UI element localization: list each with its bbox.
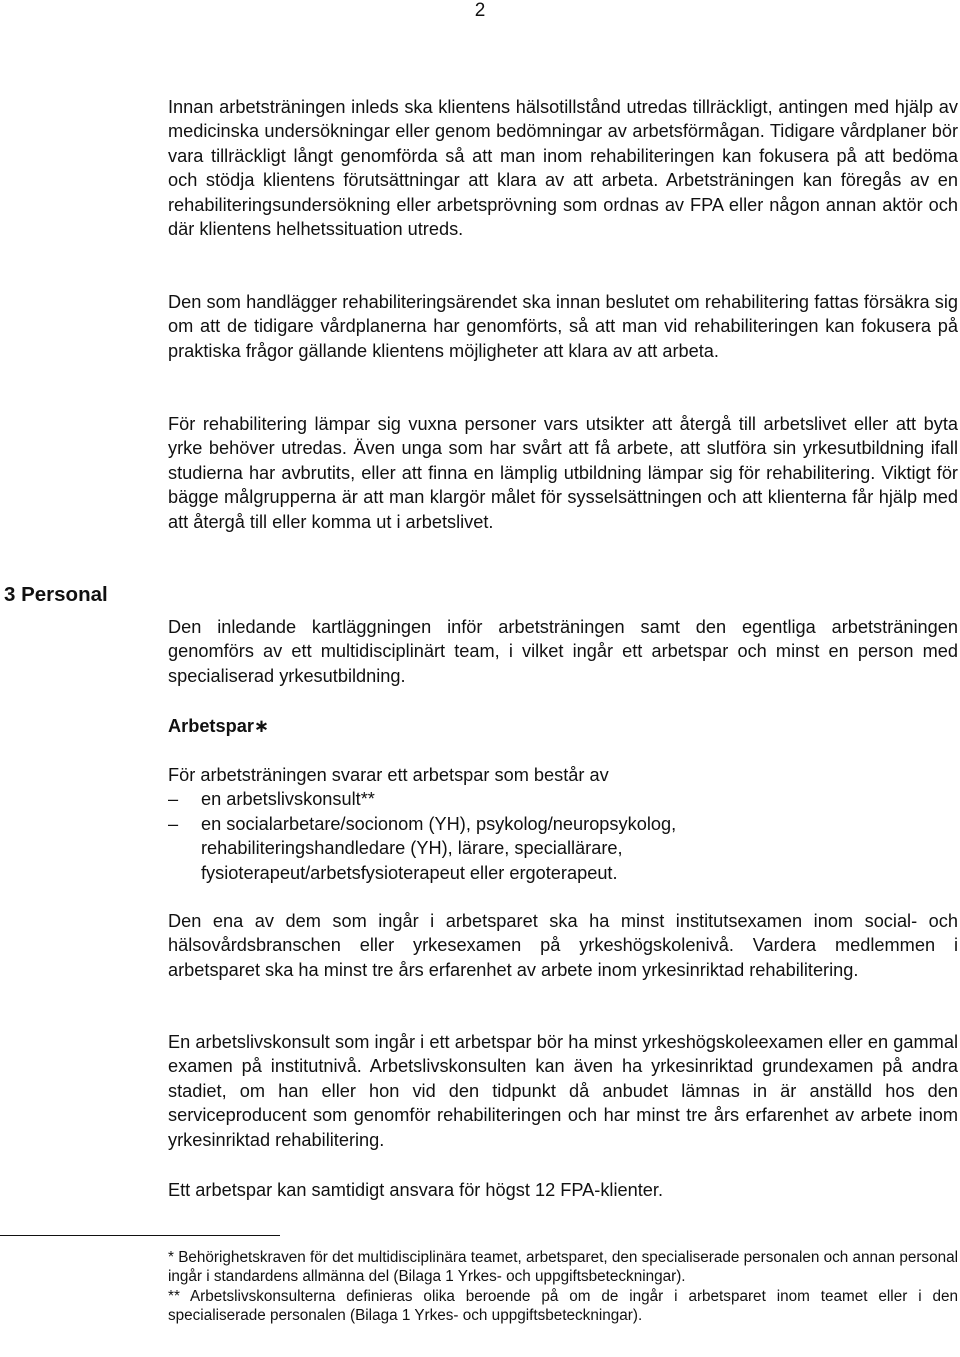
bullet-list [168, 787, 958, 885]
work-pair-list [168, 763, 958, 885]
paragraph-text: Innan arbetsträningen inleds ska klientens hälsotillstånd utredas tillräckligt, antingen med hjälp av medicinska undersökningar eller genom bedömningar av arbetsförmågan. Tidigare vårdplaner bör vara tillräckligt långt genomförda så att man inom rehabiliteringen kan fokusera på att bedöma och stödja klientens förutsättningar att klara av att arbeta. Arbetsträningen kan föregås av en rehabiliteringsundersökning eller arbetsprövning som ordnas av FPA eller någon annan aktör och där klientens helhetssituation utreds. [168, 97, 958, 240]
paragraph-text: Ett arbetspar kan samtidigt ansvara för högst 12 FPA-klienter. [168, 1180, 664, 1200]
paragraph-work-life-consultant [168, 1030, 958, 1152]
subheading-text: Arbetspar∗ [168, 716, 270, 736]
footnotes [168, 1248, 958, 1325]
page-number: 2 [474, 0, 486, 21]
paragraph-target-groups [168, 412, 958, 534]
subheading-arbetspar [168, 714, 958, 738]
footnote-2: ** Arbetslivskonsulterna definieras olika beroende på om de ingår i arbetsparet inom teamet eller i den specialiserade personalen (Bilaga 1 Yrkes- och uppgiftsbeteckningar). [168, 1287, 958, 1324]
paragraph-text: Den som handlägger rehabiliteringsärendet ska innan beslutet om rehabilitering fattas försäkra sig om att de tidigare vårdplanerna har genomförts, så att man vid rehabiliteringen kan fokusera på praktiska frågor gällande klientens möjligheter att klara av att arbeta. [168, 292, 958, 361]
dash-icon: – [168, 789, 179, 810]
paragraph-case-handler [168, 290, 958, 363]
list-item-text: en arbetslivskonsult** [201, 789, 375, 810]
paragraph-text: Den ena av dem som ingår i arbetsparet ska ha minst institutsexamen inom social- och hälsovårdsbranschen eller yrkesexamen på yrkeshögskolenivå. Vardera medlemmen i arbetsparet ska ha minst tre års erfarenhet av arbete inom yrkesinriktad rehabilitering. [168, 911, 958, 980]
footnote-separator [0, 1235, 280, 1236]
paragraph-text: För rehabilitering lämpar sig vuxna personer vars utsikter att återgå till arbetslivet eller att byta yrke behöver utredas. Även unga som har svårt att få arbete, att slutföra sin yrkesutbildning ifall studierna har avbrutits, eller att finna en lämplig utbildning lämpar sig för rehabilitering. Viktigt för bägge målgrupperna är att man klargör målet för sysselsättningen och att klienterna får hjälp med att återgå till eller komma ut i arbetslivet. [168, 414, 958, 532]
dash-icon: – [168, 813, 179, 834]
list-intro: För arbetsträningen svarar ett arbetspar som består av [168, 765, 609, 785]
section-heading: 3 Personal [4, 583, 108, 606]
list-item [168, 812, 958, 885]
paragraph-client-limit [168, 1178, 958, 1202]
footnote-1: * Behörighetskraven för det multidisciplinära teamet, arbetsparet, den specialiserade personalen och annan personal ingår i standardens allmänna del (Bilaga 1 Yrkes- och uppgiftsbeteckningar). [168, 1249, 958, 1286]
paragraph-health-assessment [168, 95, 958, 241]
list-item [168, 787, 958, 811]
paragraph-team [168, 615, 958, 688]
list-item-text: en socialarbetare/socionom (YH), psykolog/neuropsykolog, rehabiliteringshandledare (YH), lärare, speciallärare, fysioterapeut/arbetsfysioterapeut eller ergoterapeut. [201, 813, 677, 883]
paragraph-text: En arbetslivskonsult som ingår i ett arbetspar bör ha minst yrkeshögskoleexamen eller en gammal examen på institutnivå. Arbetslivskonsulten kan även ha yrkesinriktad grundexamen på andra stadiet, om han eller hon vid den tidpunkt då anbudet lämnas in är anställd hos den serviceproducent som genomför rehabiliteringen och har minst tre års erfarenhet av arbete inom yrkesinriktad rehabilitering. [168, 1032, 958, 1150]
paragraph-text: Den inledande kartläggningen inför arbetsträningen samt den egentliga arbetsträningen genomförs av ett multidisciplinärt team, i vilket ingår ett arbetspar och minst en person med specialiserad yrkesutbildning. [168, 617, 958, 686]
paragraph-qualification [168, 909, 958, 982]
